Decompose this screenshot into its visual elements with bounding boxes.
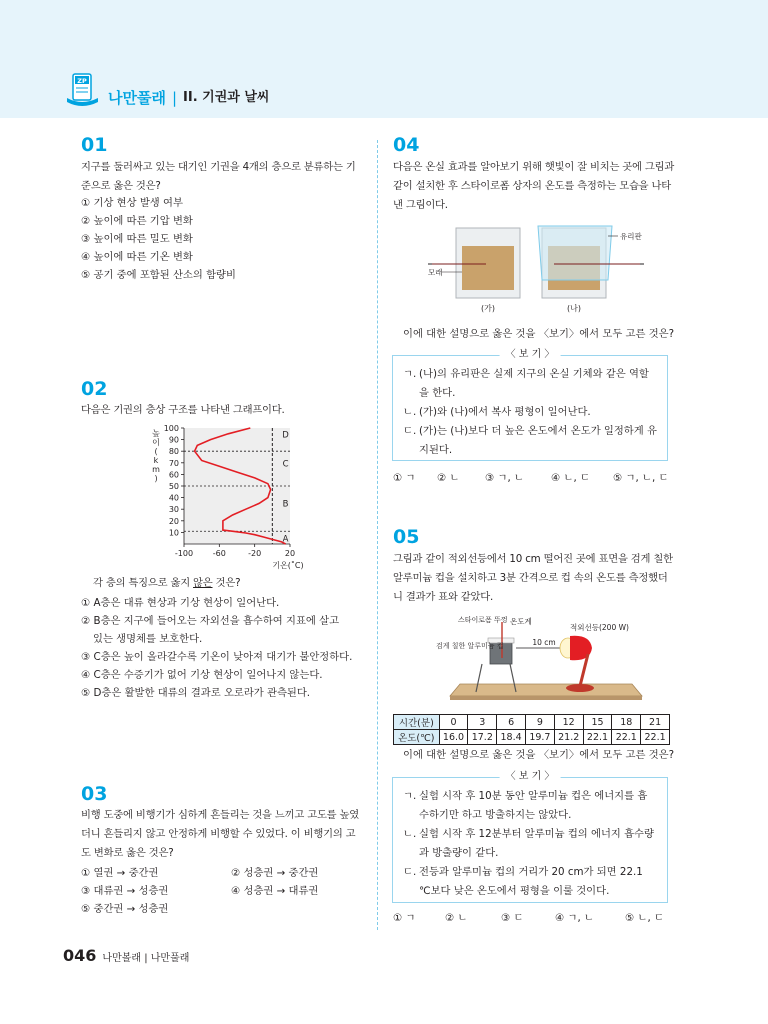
bogi-text: 실험 시작 후 10분 동안 알루미늄 컵은 에너지를 흡수하기만 하고 방출하지는 않았다. xyxy=(419,790,648,821)
q05-data-table xyxy=(393,714,670,745)
lamp-label: 적외선등(200 W) xyxy=(570,623,629,632)
q05-answer[interactable]: ① ㄱ xyxy=(393,912,416,924)
q01-choice[interactable]: ② 높이에 따른 기압 변화 xyxy=(81,215,193,227)
q05-bogi-box xyxy=(392,771,668,903)
q02-question-underline: 않은 xyxy=(193,577,213,589)
y-axis-label-char: ( xyxy=(154,447,158,456)
y-tick-label: 50 xyxy=(168,482,179,491)
y-tick-label: 80 xyxy=(168,447,179,457)
q03-choice[interactable]: ② 성층권 → 중간권 xyxy=(231,867,319,879)
y-tick-label: 20 xyxy=(168,516,179,526)
q01-choice[interactable]: ① 기상 현상 발생 여부 xyxy=(81,197,183,209)
infrared-lamp-figure xyxy=(420,614,652,714)
figure-label-b: (나) xyxy=(567,304,581,313)
sand-label: 모래 xyxy=(428,268,443,277)
q05-bogi-title: 〈 보 기 〉 xyxy=(500,770,561,784)
q02-choices xyxy=(81,594,352,702)
x-tick-label: -100 xyxy=(174,549,194,558)
x-axis-label: 기온(˚C) xyxy=(272,561,304,570)
q04-answer[interactable]: ② ㄴ xyxy=(437,472,460,484)
q04-answer[interactable]: ① ㄱ xyxy=(393,472,416,484)
q03-choice-row xyxy=(81,864,381,879)
table-cell: 17.2 xyxy=(468,730,497,745)
q04-answer[interactable]: ⑤ ㄱ, ㄴ, ㄷ xyxy=(613,472,669,484)
q01-choices xyxy=(81,194,236,284)
q03-number: 03 xyxy=(81,783,108,805)
table-header-cell: 온도(℃) xyxy=(394,730,440,745)
q05-question: 이에 대한 설명으로 옳은 것을 〈보기〉에서 모두 고른 것은? xyxy=(403,749,675,761)
q04-number: 04 xyxy=(393,134,420,156)
lid-label: 스타이로폼 뚜껑 xyxy=(458,616,508,624)
q04-bogi-item xyxy=(403,403,657,422)
q03-choice[interactable]: ① 열권 → 중간권 xyxy=(81,867,159,879)
q02-number: 02 xyxy=(81,378,108,400)
q05-number: 05 xyxy=(393,526,420,548)
q04-answers xyxy=(393,469,668,484)
table-cell: 12 xyxy=(554,715,583,730)
q03-choice-row xyxy=(81,900,231,915)
y-tick-label: 90 xyxy=(168,435,179,445)
q03-text: 비행 도중에 비행기가 심하게 흔들리는 것을 느끼고 고도를 높였더니 흔들리지 않고 안정하게 비행할 수 있었다. 이 비행기의 고도 변화로 옳은 것은? xyxy=(81,809,359,859)
table-cell: 0 xyxy=(439,715,468,730)
layer-label: C xyxy=(282,459,289,470)
page-number: 046 xyxy=(63,946,97,965)
x-tick-label: -20 xyxy=(248,549,262,558)
q05-text: 그림과 같이 적외선등에서 10 cm 떨어진 곳에 표면을 검게 칠한 알루미늄 컵을 설치하고 3분 간격으로 컵 속의 온도를 측정했더니 결과가 표와 같았다. xyxy=(393,553,673,603)
y-tick-label: 70 xyxy=(168,458,179,468)
q01-choice[interactable]: ③ 높이에 따른 밀도 변화 xyxy=(81,233,193,245)
q05-answer[interactable]: ④ ㄱ, ㄴ xyxy=(555,912,594,924)
q02-choice[interactable]: ① A층은 대류 현상과 기상 현상이 일어난다. xyxy=(81,597,280,609)
table-cell: 22.1 xyxy=(641,730,670,745)
q05-bogi-item xyxy=(403,825,657,863)
q04-answer[interactable]: ④ ㄴ, ㄷ xyxy=(551,472,590,484)
table-cell: 19.7 xyxy=(526,730,555,745)
q01-number: 01 xyxy=(81,134,108,156)
bogi-text: (나)의 유리판은 실제 지구의 온실 기체와 같은 역할을 한다. xyxy=(419,368,649,399)
q01-text: 지구를 둘러싸고 있는 대기인 기권을 4개의 층으로 분류하는 기준으로 옳은 것은? xyxy=(81,161,356,192)
q05-answer[interactable]: ⑤ ㄴ, ㄷ xyxy=(625,912,664,924)
y-tick-label: 10 xyxy=(168,528,179,538)
q04-text: 다음은 온실 효과를 알아보기 위해 햇빛이 잘 비치는 곳에 그림과 같이 설치한 후 스타이로폼 상자의 온도를 측정하는 모습을 나타낸 그림이다. xyxy=(393,161,675,211)
glass-label: 유리판 xyxy=(620,232,642,241)
table-cell: 18 xyxy=(612,715,641,730)
table-cell: 22.1 xyxy=(583,730,612,745)
q01-choice[interactable]: ④ 높이에 따른 기온 변화 xyxy=(81,251,193,263)
table-cell: 21.2 xyxy=(554,730,583,745)
y-axis-label-char: 이 xyxy=(152,438,160,447)
y-axis-label xyxy=(152,429,160,483)
table-cell: 22.1 xyxy=(612,730,641,745)
q03-choice[interactable]: ④ 성층권 → 대류권 xyxy=(231,885,319,897)
table-row xyxy=(394,715,670,730)
table-row xyxy=(394,730,670,745)
y-axis-label-char: ) xyxy=(154,474,158,483)
bogi-text: 전등과 알루미늄 컵의 거리가 20 cm가 되면 22.1 ℃보다 낮은 온도에서 평형을 이룰 것이다. xyxy=(419,866,643,897)
table-cell: 21 xyxy=(641,715,670,730)
q02-choice[interactable]: ② B층은 지구에 들어오는 자외선을 흡수하여 지표에 살고 xyxy=(81,615,340,627)
icon-letters: ZP xyxy=(77,77,87,85)
bogi-text: 실험 시작 후 12분부터 알루미늄 컵의 에너지 흡수량과 방출량이 같다. xyxy=(419,828,654,859)
bogi-label: ㄱ. xyxy=(403,790,417,802)
bogi-label: ㄴ. xyxy=(403,406,417,418)
q04-answer[interactable]: ③ ㄱ, ㄴ xyxy=(485,472,524,484)
table-cell: 3 xyxy=(468,715,497,730)
book-icon xyxy=(64,72,102,112)
y-tick-label: 60 xyxy=(168,470,179,480)
bogi-label: ㄷ. xyxy=(403,866,417,878)
x-tick-label: 20 xyxy=(284,549,296,558)
bogi-text: (가)는 (나)보다 더 높은 온도에서 온도가 일정하게 유지된다. xyxy=(419,425,657,456)
figure-label-a: (가) xyxy=(481,304,495,313)
table-header-cell: 시간(분) xyxy=(394,715,440,730)
cup-label: 검게 칠한 알루미늄 컵 xyxy=(436,642,504,650)
q04-question: 이에 대한 설명으로 옳은 것을 〈보기〉에서 모두 고른 것은? xyxy=(403,328,675,340)
footer-text: 나만볼래 | 나만풀래 xyxy=(102,953,190,964)
header-separator: | xyxy=(171,89,178,107)
q03-choice[interactable]: ⑤ 중간권 → 성층권 xyxy=(81,903,169,915)
q02-choice[interactable]: ⑤ D층은 활발한 대류의 결과로 오로라가 관측된다. xyxy=(81,687,311,699)
bogi-label: ㄴ. xyxy=(403,828,417,840)
q02-choice[interactable]: ④ C층은 수증기가 없어 기상 현상이 일어나지 않는다. xyxy=(81,669,323,681)
layer-label: B xyxy=(282,499,289,510)
bogi-text: (가)와 (나)에서 복사 평형이 일어난다. xyxy=(419,406,591,418)
q02-question-pre: 각 층의 특징으로 옳지 xyxy=(93,577,194,589)
table-cell: 9 xyxy=(526,715,555,730)
q04-bogi-item xyxy=(403,422,657,460)
table-cell: 16.0 xyxy=(439,730,468,745)
header-subtitle: II. 기권과 날씨 xyxy=(183,90,270,105)
q02-text: 다음은 기권의 층상 구조를 나타낸 그래프이다. xyxy=(81,404,285,416)
q05-bogi-item xyxy=(403,863,657,901)
y-axis-label-char: m xyxy=(152,465,160,474)
y-tick-label: 40 xyxy=(168,493,179,503)
bogi-label: ㄷ. xyxy=(403,425,417,437)
page-footer xyxy=(63,946,189,965)
q02-choice-cont: 있는 생명체를 보호한다. xyxy=(93,633,203,645)
distance-label: 10 cm xyxy=(532,638,556,647)
y-tick-label: 30 xyxy=(168,505,179,515)
y-axis-label-char: k xyxy=(153,456,159,465)
q05-answer[interactable]: ② ㄴ xyxy=(445,912,468,924)
x-tick-label: -60 xyxy=(212,549,226,558)
layer-label: D xyxy=(282,430,289,441)
table-cell: 15 xyxy=(583,715,612,730)
q02-question xyxy=(93,574,240,593)
q02-choice[interactable]: ③ C층은 높이 올라갈수록 기온이 낮아져 대기가 불안정하다. xyxy=(81,651,353,663)
column-divider xyxy=(377,140,378,930)
q05-answers xyxy=(393,909,664,924)
table-cell: 6 xyxy=(497,715,526,730)
q04-bogi-box xyxy=(392,349,668,461)
y-axis-label-char: 높 xyxy=(152,429,160,438)
q05-bogi-item xyxy=(403,787,657,825)
q04-bogi-title: 〈 보 기 〉 xyxy=(500,348,561,362)
y-tick-label: 100 xyxy=(163,424,179,433)
q05-answer[interactable]: ③ ㄷ xyxy=(501,912,524,924)
section-header xyxy=(64,68,270,112)
q03-choice[interactable]: ③ 대류권 → 성층권 xyxy=(81,885,169,897)
bogi-label: ㄱ. xyxy=(403,368,417,380)
layer-label: A xyxy=(282,534,289,545)
thermometer-label: 온도계 xyxy=(510,617,532,626)
q03-choice-row xyxy=(81,882,381,897)
q01-choice[interactable]: ⑤ 공기 중에 포함된 산소의 함량비 xyxy=(81,269,236,281)
greenhouse-figure xyxy=(418,222,658,316)
q02-question-post: 것은? xyxy=(212,577,241,589)
q04-bogi-item xyxy=(403,365,657,403)
atmosphere-chart xyxy=(138,424,310,570)
header-title: 나만풀래 xyxy=(108,89,166,107)
table-cell: 18.4 xyxy=(497,730,526,745)
